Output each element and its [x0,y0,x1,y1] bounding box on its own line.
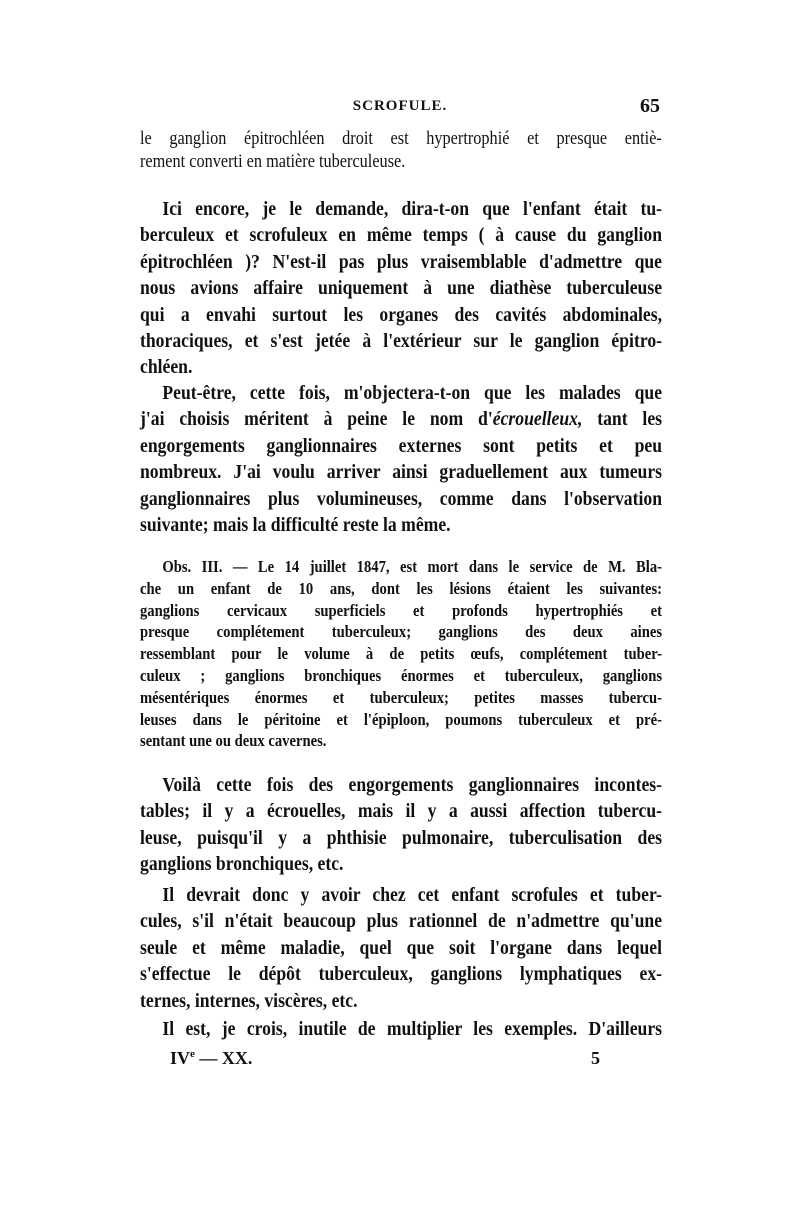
text-line: Il est, je crois, inutile de multiplier les exemples. D'ailleurs [162,1018,663,1040]
text-segment: j'ai choisis méritent à peine le nom d' [140,408,493,431]
text-line: ternes, internes, viscères, etc. [140,989,358,1012]
paragraph-peut-etre [140,380,662,538]
text-line: sentant une ou deux cavernes. [140,731,327,751]
text-line: Voilà cette fois des engorgements ganglionnaires incontes- [162,774,663,796]
text-line: leuse, puisqu'il y a phthisie pulmonaire, tuberculisation des [140,826,663,849]
text-segment: tant les [582,408,663,431]
text-line: le ganglion épitrochléen droit est hypertrophié et presque entiè- [140,129,662,149]
text-line: suivante; mais la difficulté reste la même. [140,514,451,537]
text-line: Il devrait donc y avoir chez cet enfant scrofules et tuber- [162,884,663,906]
page-number: 65 [640,95,660,117]
text-line: Obs. III. — Le 14 juillet 1847, est mort dans le service de M. Bla- [162,557,663,576]
text-line: nombreux. J'ai voulu arriver ainsi graduellement aux tumeurs [140,461,663,484]
signature-mark [170,1048,252,1069]
text-line: che un enfant de 10 ans, dont les lésions étaient les suivantes: [140,578,663,598]
continued-paragraph [140,128,662,174]
observation-iii [140,556,662,752]
text-line: ganglions cervicaux superficiels et profonds hypertrophiés et [140,600,663,620]
paragraph-il-devrait [140,882,662,1014]
signature-superscript: e [190,1048,195,1060]
text-line: thoraciques, et s'est jetée à l'extérieur sur le ganglion épitro- [140,330,663,353]
text-line: qui a envahi surtout les organes des cavités abdominales, [140,303,663,326]
text-line-with-emphasis [140,406,662,432]
text-line: mésentériques énormes et tuberculeux; petites masses tubercu- [140,687,663,707]
signature-roman: IV [170,1048,191,1068]
sheet-number: 5 [591,1048,600,1068]
text-line: s'effectue le dépôt tuberculeux, ganglions lymphatiques ex- [140,963,663,986]
text-line: épitrochléen )? N'est-il pas plus vraisemblable d'admettre que [140,250,663,273]
paragraph-voila [140,772,662,878]
text-line: rement converti en matière tuberculeuse. [140,152,406,172]
paragraph-il-est [140,1016,662,1042]
page-header [140,95,660,124]
text-line: engorgements ganglionnaires externes sont petits et peu [140,434,663,457]
text-line: tables; il y a écrouelles, mais il y a aussi affection tubercu- [140,800,663,823]
text-line: berculeux et scrofuleux en même temps ( à cause du ganglion [140,224,663,247]
text-line: ressemblant pour le volume à de petits œufs, complétement tuber- [140,644,663,664]
text-line: Peut-être, cette fois, m'objectera-t-on que les malades que [162,382,663,404]
text-line: presque complétement tuberculeux; ganglions des deux aines [140,622,663,642]
text-line: ganglionnaires plus volumineuses, comme dans l'observation [140,487,663,510]
emphasized-word: écrouelleux, [492,408,583,431]
text-line: culeux ; ganglions bronchiques énormes et tuberculeux, ganglions [140,665,663,685]
running-head: SCROFULE. [352,98,448,114]
paragraph-ici-encore [140,196,662,381]
text-line: seule et même maladie, quel que soit l'organe dans lequel [140,936,663,959]
text-line: cules, s'il n'était beaucoup plus rationnel de n'admettre qu'une [140,910,663,933]
text-line: nous avions affaire uniquement à une diathèse tuberculeuse [140,277,663,300]
text-line: ganglions bronchiques, etc. [140,853,344,876]
page-footer [170,1048,600,1074]
text-line: Ici encore, je le demande, dira-t-on que l'enfant était tu- [162,198,663,220]
text-line: leuses dans le péritoine et l'épiploon, poumons tuberculeux et pré- [140,709,663,729]
text-line: chléen. [140,356,193,379]
signature-rest: — XX. [194,1048,253,1068]
